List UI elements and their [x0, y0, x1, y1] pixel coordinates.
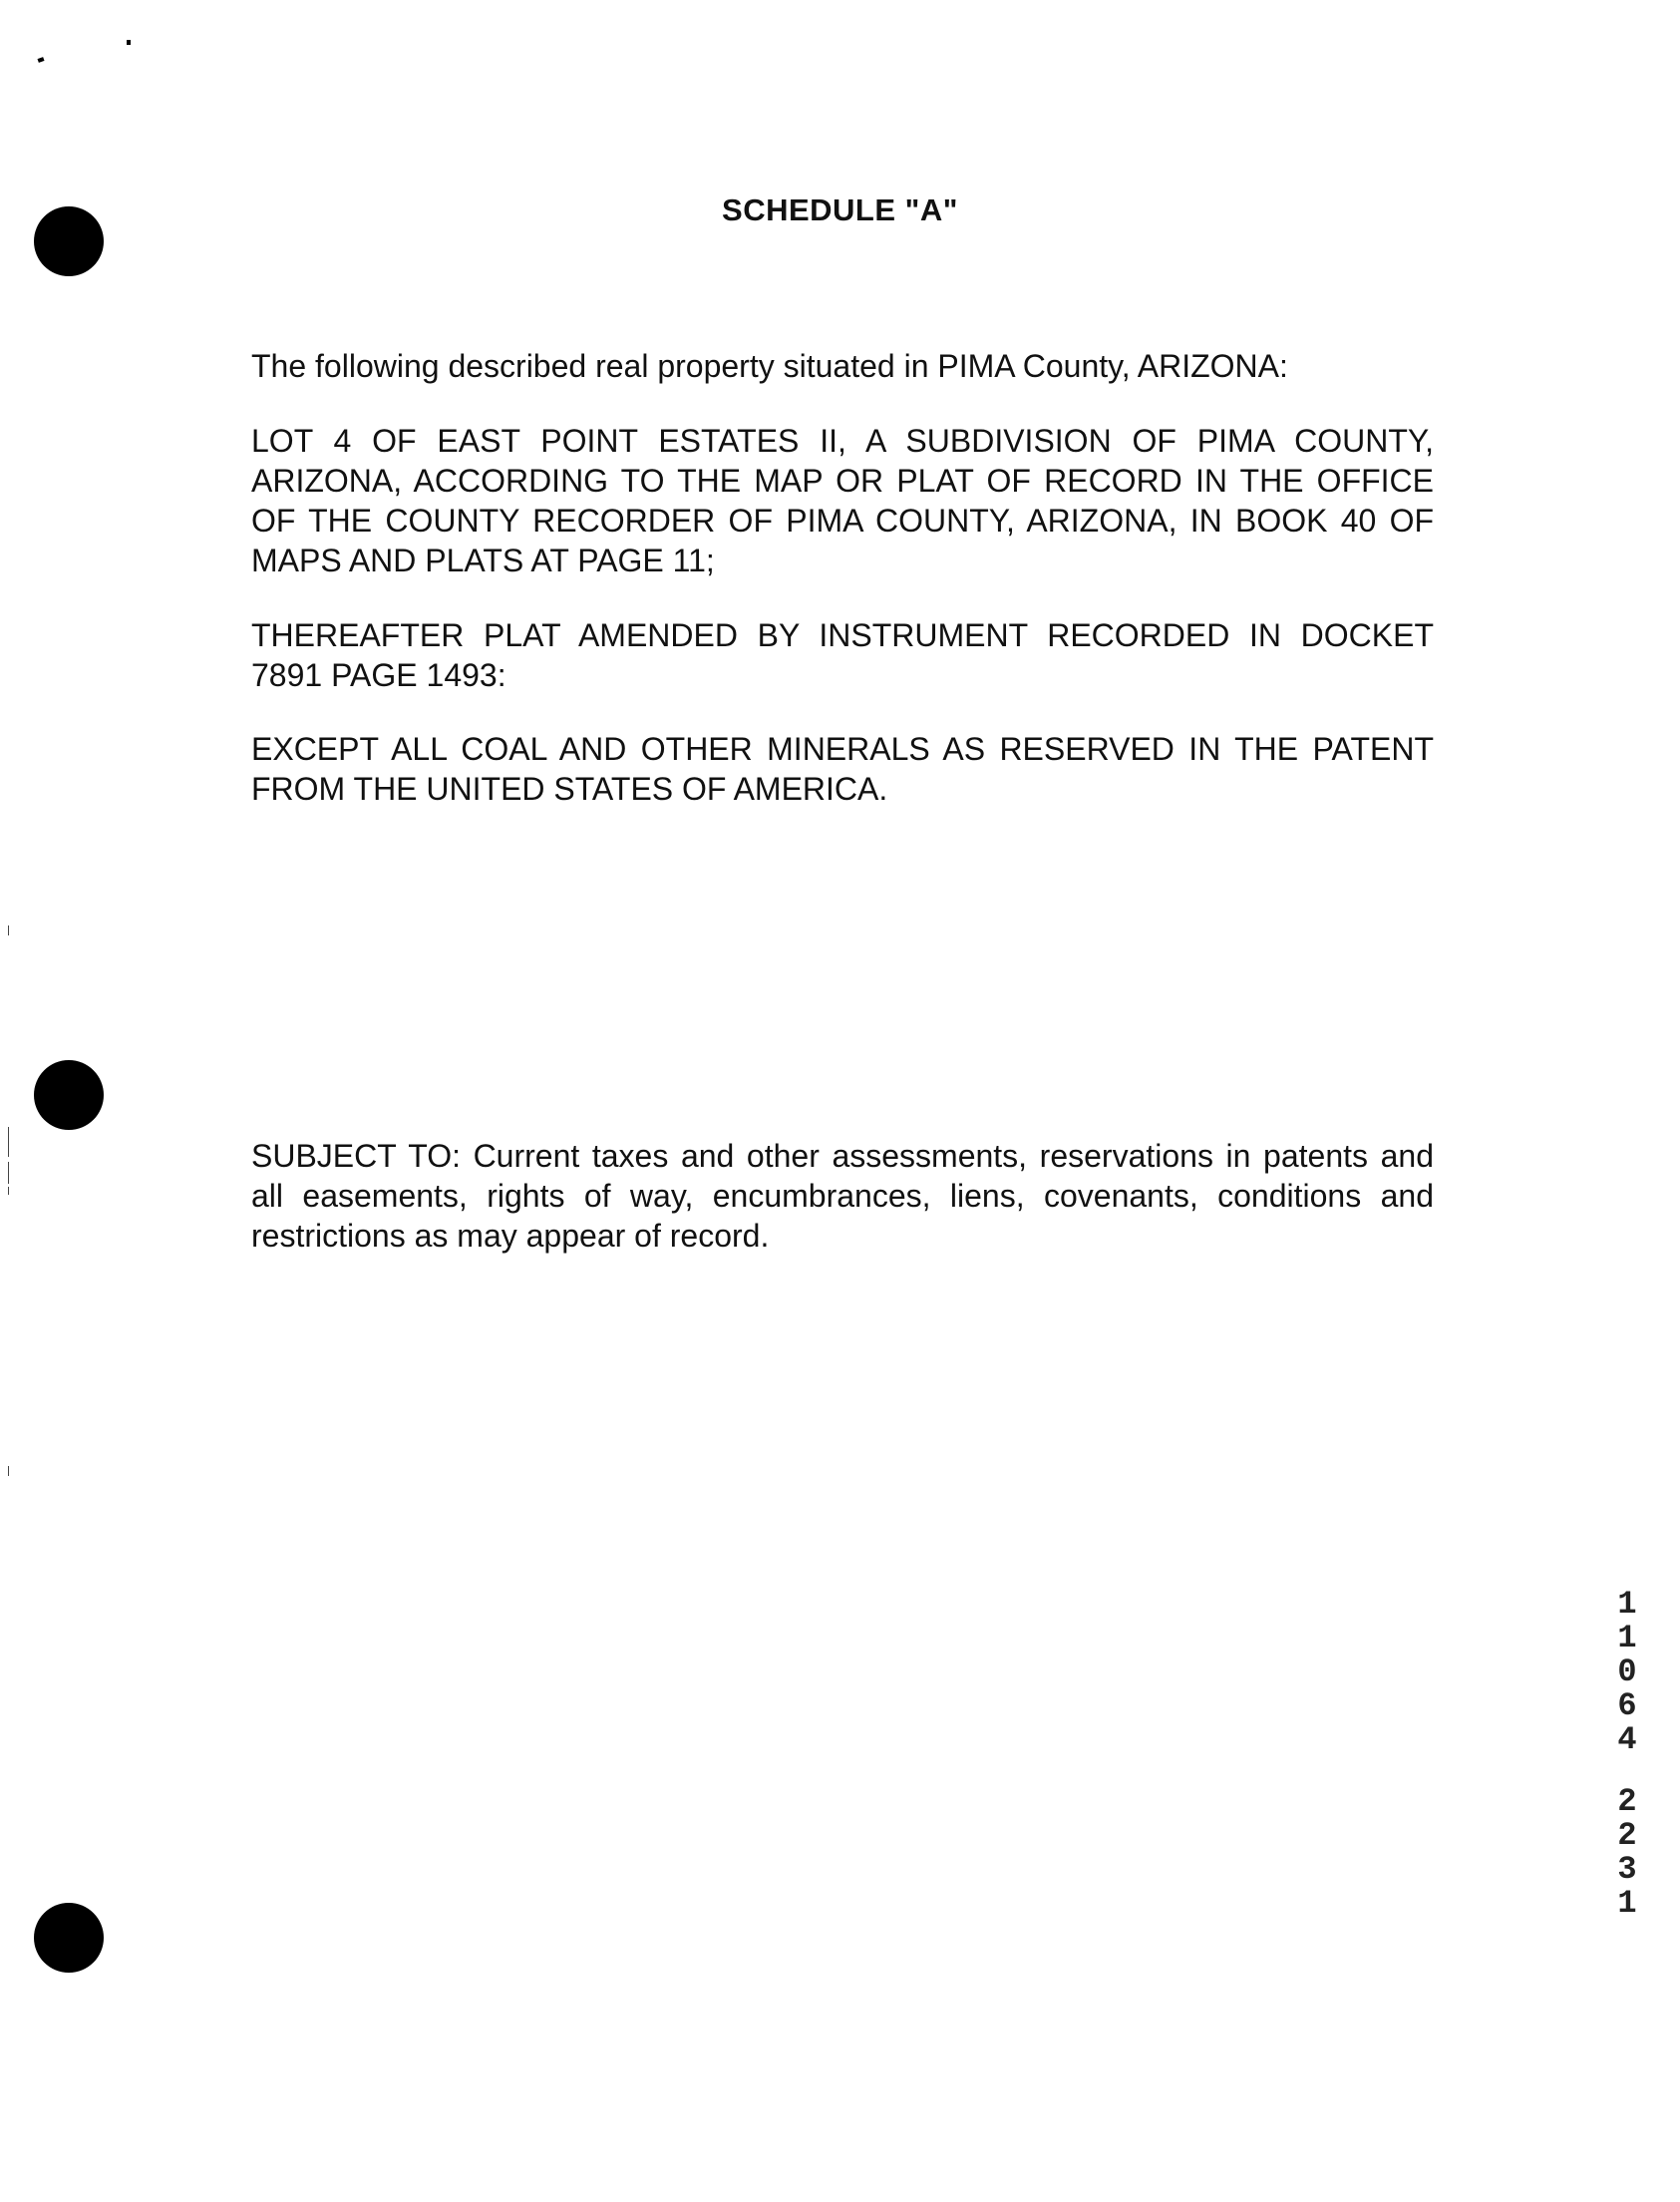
page-digit: 1 — [1617, 1885, 1637, 1922]
page-digit: 3 — [1617, 1851, 1637, 1888]
page-digit: 2 — [1617, 1783, 1637, 1820]
property-intro: The following described real property situated in PIMA County, ARIZONA: — [251, 348, 1288, 384]
recording-docket-number — [1610, 1588, 1644, 1757]
recording-page-number — [1610, 1785, 1644, 1921]
docket-digit: 0 — [1617, 1653, 1637, 1690]
document-title: SCHEDULE "A" — [722, 192, 958, 227]
legal-description: LOT 4 OF EAST POINT ESTATES II, A SUBDIVISION OF PIMA COUNTY, ARIZONA, ACCORDING TO THE MAP OR PLAT OF RECORD IN THE OFFICE OF THE COUNTY RECORDER OF PIMA COUNTY, ARIZONA, IN BOOK 40 OF MAPS AND PLATS AT PAGE 11; — [251, 423, 1434, 578]
scan-speck — [127, 40, 131, 45]
scan-edge-mark — [8, 1187, 9, 1195]
scan-edge-mark — [8, 925, 9, 935]
scan-edge-mark — [8, 1466, 9, 1476]
page-digit: 2 — [1617, 1817, 1637, 1854]
mineral-exception: EXCEPT ALL COAL AND OTHER MINERALS AS RESERVED IN THE PATENT FROM THE UNITED STATES OF AMERICA. — [251, 731, 1434, 807]
punch-hole-bottom — [34, 1903, 104, 1973]
punch-hole-middle — [34, 1060, 104, 1130]
docket-digit: 4 — [1617, 1721, 1637, 1758]
docket-digit: 1 — [1617, 1586, 1637, 1623]
plat-amendment: THEREAFTER PLAT AMENDED BY INSTRUMENT RECORDED IN DOCKET 7891 PAGE 1493: — [251, 617, 1434, 693]
scan-edge-mark — [8, 1162, 9, 1184]
subject-to-clause: SUBJECT TO: Current taxes and other assessments, reservations in patents and all easements, rights of way, encumbrances, liens, covenants, conditions and restrictions as may appear of record. — [251, 1138, 1434, 1254]
docket-digit: 1 — [1617, 1620, 1637, 1656]
scan-speck — [37, 57, 44, 63]
scan-edge-mark — [8, 1127, 9, 1157]
docket-digit: 6 — [1617, 1687, 1637, 1724]
